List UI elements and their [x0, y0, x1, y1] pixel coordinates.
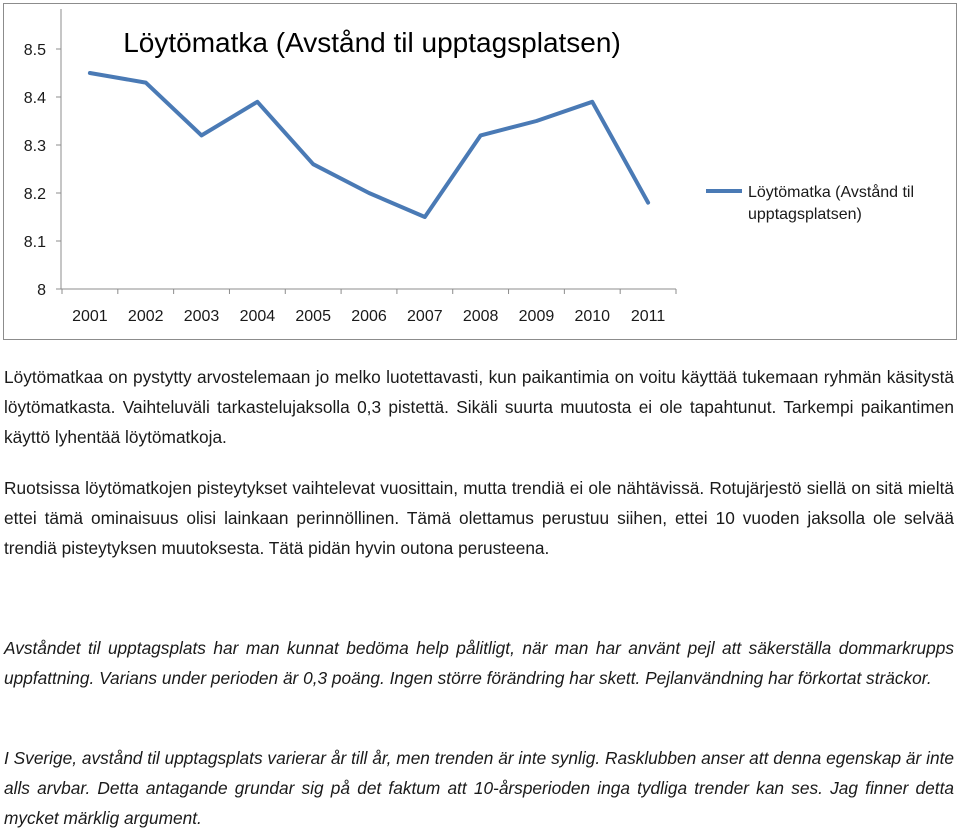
paragraph-3: Avståndet til upptagsplats har man kunnat bedöma help pålitligt, när man har använt pejl att säkerställa dommarkrupps uppfattning. Varians under perioden är 0,3 poäng. Ingen större förändring har skett. Pejlanvändning har förkortat sträckor.	[4, 638, 954, 688]
x-tick-label: 2007	[407, 308, 443, 325]
y-tick-label: 8.5	[23, 42, 46, 59]
x-tick-label: 2010	[574, 308, 611, 325]
x-tick-label: 2006	[351, 308, 387, 325]
legend-label: upptagsplatsen)	[748, 206, 862, 223]
legend-label: Löytömatka (Avstånd til	[748, 184, 915, 201]
series-line	[90, 73, 648, 217]
paragraph-2: Ruotsissa löytömatkojen pisteytykset vaihtelevat vuosittain, mutta trendiä ei ole nähtävissä. Rotujärjestö siellä on sitä mieltä ettei tämä ominaisuus olisi lainkaan perinnöllinen. Tämä olettamus perustuu siihen, ettei 10 vuoden jaksolla ole selvää trendiä pisteytyksen muutoksesta. Tätä pidän hyvin outona perusteena.	[4, 478, 954, 558]
x-tick-label: 2003	[183, 308, 220, 325]
x-tick-label: 2011	[630, 308, 666, 325]
line-chart	[4, 4, 958, 341]
x-tick-label: 2008	[462, 308, 499, 325]
y-tick-label: 8.2	[23, 186, 46, 203]
paragraph-1: Löytömatkaa on pystytty arvostelemaan jo melko luotettavasti, kun paikantimia on voitu käyttää tukemaan ryhmän käsitystä löytömatkasta. Vaihteluväli tarkastelujaksolla 0,3 pistettä. Sikäli suurta muutosta ei ole tapahtunut. Tarkempi paikantimen käyttö lyhentää löytömatkoja.	[4, 367, 954, 447]
y-tick-label: 8.1	[23, 234, 46, 251]
x-tick-label: 2005	[295, 308, 331, 325]
x-tick-label: 2002	[127, 308, 164, 325]
x-tick-label: 2004	[239, 308, 276, 325]
y-tick-label: 8.3	[23, 138, 46, 155]
chart-title: Löytömatka (Avstånd til upptagsplatsen)	[123, 27, 621, 58]
paragraph-4: I Sverige, avstånd til upptagsplats varierar år till år, men trenden är inte synlig. Rasklubben anser att denna egenskap är inte alls arvbar. Detta antagande grundar sig på det faktum att 10-årsperioden inga tydliga trender kan ses. Jag finner detta mycket märklig argument.	[4, 748, 954, 828]
chart-frame	[3, 3, 957, 340]
y-tick-label: 8	[37, 282, 46, 299]
x-tick-label: 2009	[518, 308, 555, 325]
x-tick-label: 2001	[72, 308, 108, 325]
y-tick-label: 8.4	[23, 90, 46, 107]
